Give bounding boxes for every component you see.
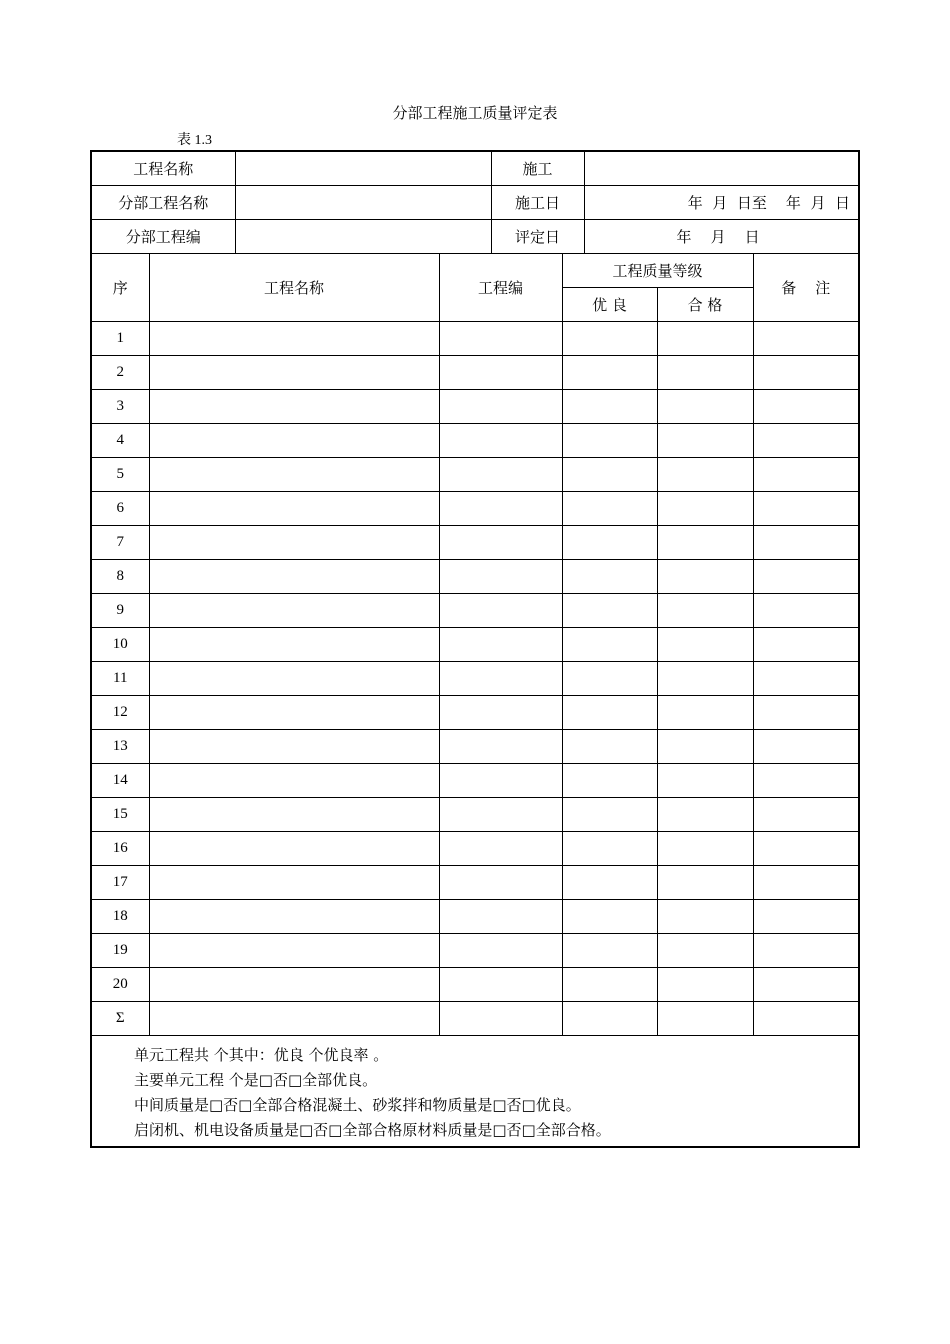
row-seq: 7 xyxy=(92,526,149,560)
row-seq: 11 xyxy=(92,662,149,696)
row-seq: 15 xyxy=(92,798,149,832)
items-table xyxy=(92,253,858,1036)
row-seq: 2 xyxy=(92,356,149,390)
row-code-cell[interactable] xyxy=(439,662,562,696)
table-row xyxy=(92,832,858,866)
row-pass-cell[interactable] xyxy=(657,730,753,764)
row-code-cell[interactable] xyxy=(439,798,562,832)
row-excellent-cell[interactable] xyxy=(562,492,657,526)
row-code-cell[interactable] xyxy=(439,628,562,662)
row-code-cell[interactable] xyxy=(439,526,562,560)
row-remark-cell[interactable] xyxy=(753,560,858,594)
row-remark-cell[interactable] xyxy=(753,424,858,458)
row-pass-cell[interactable] xyxy=(657,798,753,832)
row-excellent-cell[interactable] xyxy=(562,390,657,424)
summary-line-2: 主要单元工程 个是□否□全部优良。 xyxy=(134,1071,378,1089)
row-code-cell[interactable] xyxy=(439,390,562,424)
col-excellent-header: 优 良 xyxy=(562,288,657,322)
row-code-cell[interactable] xyxy=(439,458,562,492)
row-remark-cell[interactable] xyxy=(753,900,858,934)
row-remark-cell[interactable] xyxy=(753,526,858,560)
row-remark-cell[interactable] xyxy=(753,356,858,390)
table-row xyxy=(92,900,858,934)
table-row xyxy=(92,798,858,832)
table-row xyxy=(92,492,858,526)
row-remark-cell[interactable] xyxy=(753,764,858,798)
header-row-code xyxy=(92,220,858,254)
table-row xyxy=(92,866,858,900)
row-pass-cell[interactable] xyxy=(657,866,753,900)
row-remark-cell[interactable] xyxy=(753,662,858,696)
row-excellent-cell[interactable] xyxy=(562,458,657,492)
row-excellent-cell[interactable] xyxy=(562,764,657,798)
row-excellent-cell[interactable] xyxy=(562,560,657,594)
row-name-cell[interactable] xyxy=(149,628,439,662)
row-name-cell[interactable] xyxy=(149,458,439,492)
row-seq: 17 xyxy=(92,866,149,900)
row-pass-cell[interactable] xyxy=(657,934,753,968)
row-excellent-cell[interactable] xyxy=(562,968,657,1002)
document-title: 分部工程施工质量评定表 xyxy=(392,104,558,122)
row-remark-cell[interactable] xyxy=(753,322,858,356)
table-row xyxy=(92,764,858,798)
header-row-project xyxy=(92,152,858,186)
table-row xyxy=(92,526,858,560)
row-remark-cell[interactable] xyxy=(753,730,858,764)
row-name-cell[interactable] xyxy=(149,390,439,424)
grid-header-row xyxy=(92,254,858,288)
table-row xyxy=(92,594,858,628)
project-name-label: 工程名称 xyxy=(92,152,235,186)
eval-date-field[interactable]: 年 月 日 xyxy=(584,220,858,254)
col-grade-header: 工程质量等级 xyxy=(562,254,753,288)
subproject-code-label: 分部工程编 xyxy=(92,220,235,254)
row-pass-cell[interactable] xyxy=(657,356,753,390)
row-seq: 9 xyxy=(92,594,149,628)
row-remark-cell[interactable] xyxy=(753,390,858,424)
table-row xyxy=(92,934,858,968)
row-pass-cell[interactable] xyxy=(657,526,753,560)
row-pass-cell[interactable] xyxy=(657,560,753,594)
table-row xyxy=(92,968,858,1002)
row-excellent-cell[interactable] xyxy=(562,628,657,662)
row-name-cell[interactable] xyxy=(149,866,439,900)
row-seq: 4 xyxy=(92,424,149,458)
table-row xyxy=(92,322,858,356)
row-seq: 14 xyxy=(92,764,149,798)
row-excellent-cell[interactable] xyxy=(562,526,657,560)
row-pass-cell[interactable] xyxy=(657,628,753,662)
project-name-field[interactable] xyxy=(235,152,491,186)
row-excellent-cell[interactable] xyxy=(562,424,657,458)
row-code-cell[interactable] xyxy=(439,730,562,764)
row-name-cell[interactable] xyxy=(149,526,439,560)
row-code-cell[interactable] xyxy=(439,764,562,798)
table-number: 表 1.3 xyxy=(177,133,212,148)
row-name-cell[interactable] xyxy=(149,968,439,1002)
row-remark-cell[interactable] xyxy=(753,832,858,866)
col-seq-header: 序 xyxy=(92,254,149,322)
table-row xyxy=(92,730,858,764)
row-remark-cell[interactable] xyxy=(753,696,858,730)
row-code-cell[interactable] xyxy=(439,322,562,356)
row-excellent-cell[interactable] xyxy=(562,730,657,764)
row-remark-cell[interactable] xyxy=(753,968,858,1002)
row-name-cell[interactable] xyxy=(149,696,439,730)
row-name-cell[interactable] xyxy=(149,662,439,696)
row-pass-cell[interactable] xyxy=(657,322,753,356)
row-pass-cell[interactable] xyxy=(657,492,753,526)
row-code-cell[interactable] xyxy=(439,594,562,628)
col-pass-header: 合 格 xyxy=(657,288,753,322)
col-code-header: 工程编 xyxy=(439,254,562,322)
row-name-cell[interactable] xyxy=(149,764,439,798)
row-name-cell[interactable] xyxy=(149,798,439,832)
construction-date-field[interactable]: 年 月 日至 年 月 日 xyxy=(584,186,858,220)
row-remark-cell[interactable] xyxy=(753,934,858,968)
header-row-subproject xyxy=(92,186,858,220)
row-seq: 16 xyxy=(92,832,149,866)
subproject-code-field[interactable] xyxy=(235,220,491,254)
row-remark-cell[interactable] xyxy=(753,866,858,900)
row-excellent-cell[interactable] xyxy=(562,1002,657,1036)
row-name-cell[interactable] xyxy=(149,560,439,594)
row-seq: 12 xyxy=(92,696,149,730)
row-seq: 18 xyxy=(92,900,149,934)
row-seq: 13 xyxy=(92,730,149,764)
row-excellent-cell[interactable] xyxy=(562,696,657,730)
row-code-cell[interactable] xyxy=(439,900,562,934)
table-row xyxy=(92,560,858,594)
evaluation-form xyxy=(90,150,860,1148)
row-seq: 19 xyxy=(92,934,149,968)
row-excellent-cell[interactable] xyxy=(562,798,657,832)
row-pass-cell[interactable] xyxy=(657,1002,753,1036)
row-pass-cell[interactable] xyxy=(657,832,753,866)
header-table xyxy=(92,152,858,254)
row-pass-cell[interactable] xyxy=(657,764,753,798)
row-name-cell[interactable] xyxy=(149,832,439,866)
table-row xyxy=(92,628,858,662)
row-remark-cell[interactable] xyxy=(753,628,858,662)
summary-line-4: 启闭机、机电设备质量是□否□全部合格原材料质量是□否□全部合格。 xyxy=(134,1121,611,1139)
row-name-cell[interactable] xyxy=(149,322,439,356)
row-seq: 3 xyxy=(92,390,149,424)
row-remark-cell[interactable] xyxy=(753,798,858,832)
subproject-name-field[interactable] xyxy=(235,186,491,220)
row-pass-cell[interactable] xyxy=(657,968,753,1002)
row-code-cell[interactable] xyxy=(439,1002,562,1036)
row-code-cell[interactable] xyxy=(439,560,562,594)
row-pass-cell[interactable] xyxy=(657,662,753,696)
row-pass-cell[interactable] xyxy=(657,696,753,730)
row-seq: 6 xyxy=(92,492,149,526)
row-excellent-cell[interactable] xyxy=(562,322,657,356)
row-remark-cell[interactable] xyxy=(753,458,858,492)
row-excellent-cell[interactable] xyxy=(562,662,657,696)
row-pass-cell[interactable] xyxy=(657,594,753,628)
subproject-name-label: 分部工程名称 xyxy=(92,186,235,220)
row-name-cell[interactable] xyxy=(149,1002,439,1036)
row-code-cell[interactable] xyxy=(439,866,562,900)
summary-section xyxy=(92,1033,858,1146)
row-name-cell[interactable] xyxy=(149,934,439,968)
row-remark-cell[interactable] xyxy=(753,594,858,628)
row-code-cell[interactable] xyxy=(439,424,562,458)
construction-label: 施工 xyxy=(491,152,584,186)
row-name-cell[interactable] xyxy=(149,356,439,390)
construction-field[interactable] xyxy=(584,152,858,186)
row-code-cell[interactable] xyxy=(439,934,562,968)
col-remark-header: 备 注 xyxy=(753,254,858,322)
row-code-cell[interactable] xyxy=(439,492,562,526)
row-name-cell[interactable] xyxy=(149,424,439,458)
eval-date-label: 评定日 xyxy=(491,220,584,254)
row-excellent-cell[interactable] xyxy=(562,594,657,628)
row-seq: 10 xyxy=(92,628,149,662)
row-excellent-cell[interactable] xyxy=(562,832,657,866)
table-row xyxy=(92,424,858,458)
row-name-cell[interactable] xyxy=(149,492,439,526)
col-name-header: 工程名称 xyxy=(149,254,439,322)
table-row xyxy=(92,458,858,492)
row-pass-cell[interactable] xyxy=(657,390,753,424)
construction-date-label: 施工日 xyxy=(491,186,584,220)
row-seq: 1 xyxy=(92,322,149,356)
row-code-cell[interactable] xyxy=(439,968,562,1002)
row-name-cell[interactable] xyxy=(149,594,439,628)
row-name-cell[interactable] xyxy=(149,730,439,764)
table-row xyxy=(92,662,858,696)
table-row xyxy=(92,356,858,390)
row-remark-cell[interactable] xyxy=(753,492,858,526)
row-name-cell[interactable] xyxy=(149,900,439,934)
table-row xyxy=(92,1002,858,1036)
row-code-cell[interactable] xyxy=(439,696,562,730)
row-excellent-cell[interactable] xyxy=(562,866,657,900)
row-seq: 20 xyxy=(92,968,149,1002)
row-seq: Σ xyxy=(92,1002,149,1036)
row-pass-cell[interactable] xyxy=(657,424,753,458)
row-seq: 5 xyxy=(92,458,149,492)
table-row xyxy=(92,696,858,730)
row-excellent-cell[interactable] xyxy=(562,356,657,390)
row-pass-cell[interactable] xyxy=(657,458,753,492)
summary-line-1: 单元工程共 个其中：优良 个优良率 。 xyxy=(134,1046,389,1064)
row-pass-cell[interactable] xyxy=(657,900,753,934)
row-code-cell[interactable] xyxy=(439,832,562,866)
row-seq: 8 xyxy=(92,560,149,594)
row-code-cell[interactable] xyxy=(439,356,562,390)
row-excellent-cell[interactable] xyxy=(562,934,657,968)
summary-line-3: 中间质量是□否□全部合格混凝土、砂浆拌和物质量是□否□优良。 xyxy=(134,1096,581,1114)
row-remark-cell[interactable] xyxy=(753,1002,858,1036)
row-excellent-cell[interactable] xyxy=(562,900,657,934)
table-row xyxy=(92,390,858,424)
